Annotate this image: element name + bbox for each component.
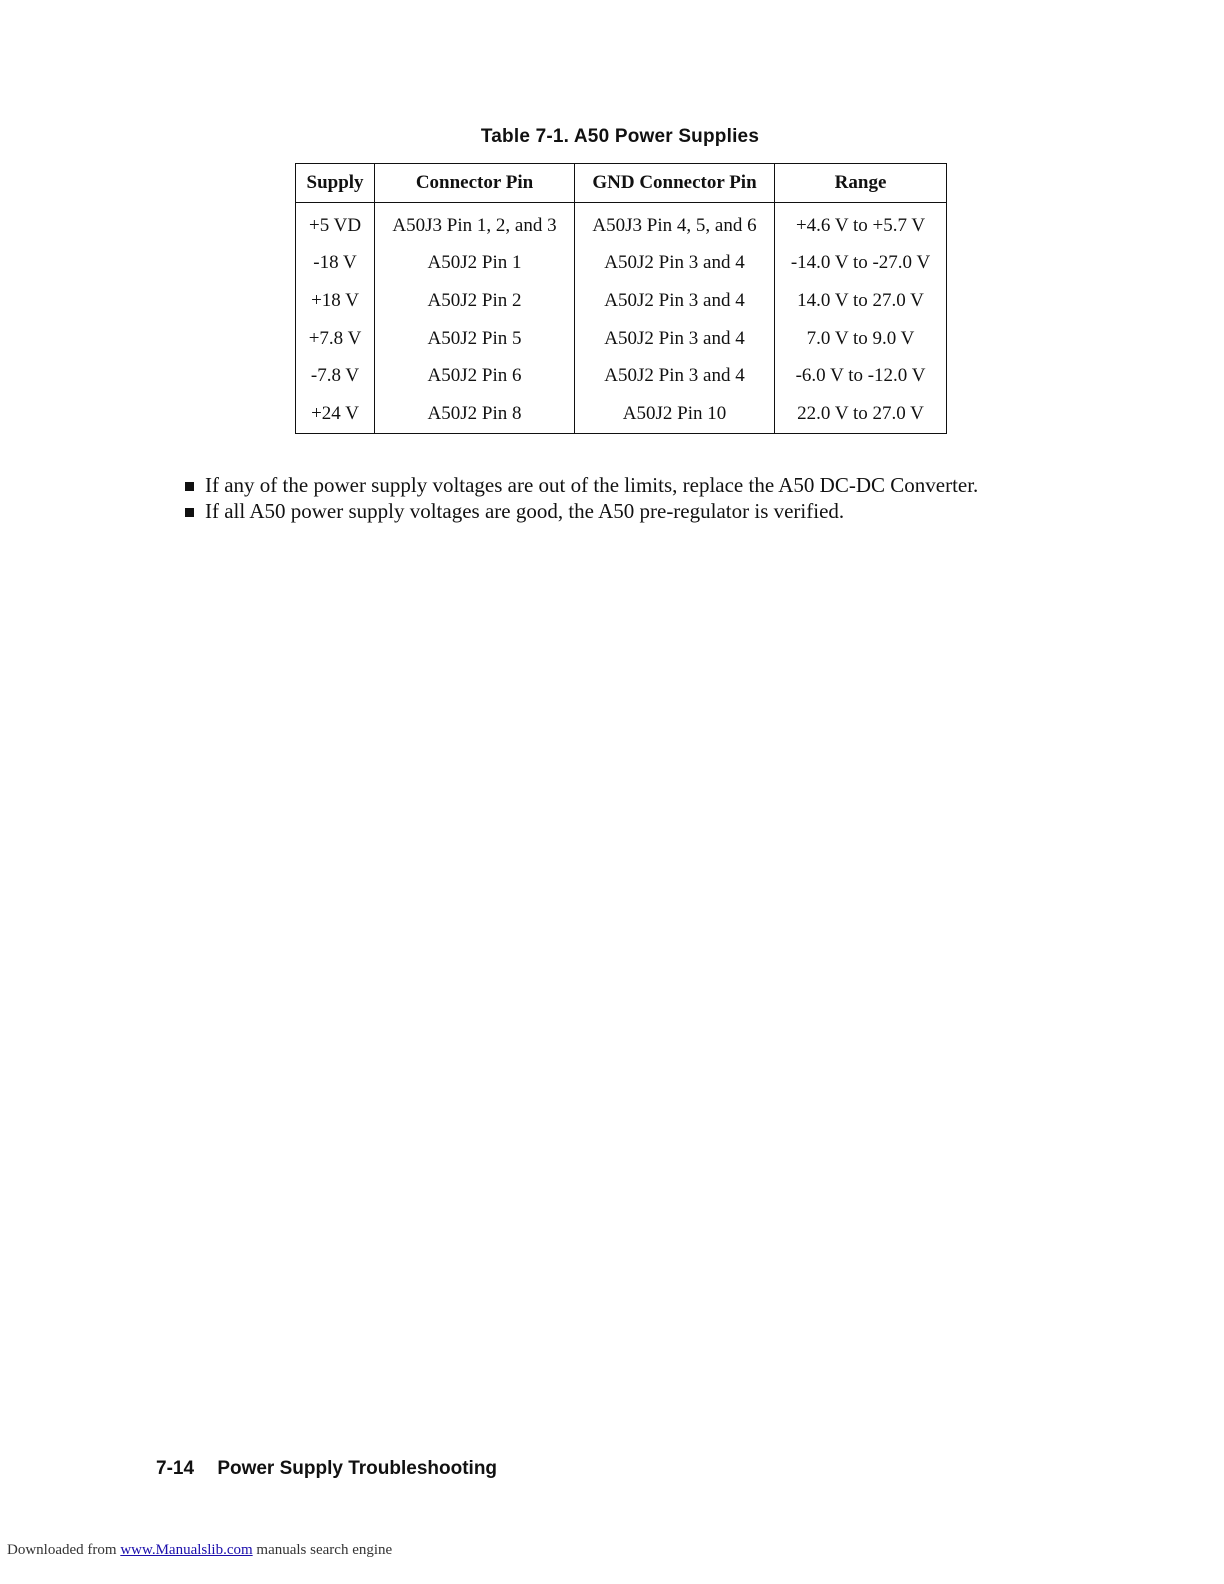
cell-gnd-connector-pin: A50J2 Pin 3 and 4 xyxy=(574,245,774,283)
list-item xyxy=(183,472,983,498)
cell-range: 14.0 V to 27.0 V xyxy=(797,289,924,311)
table-row xyxy=(296,395,947,433)
cell-connector-pin: A50J2 Pin 2 xyxy=(375,282,575,320)
square-bullet-icon xyxy=(185,508,194,517)
section-title: Power Supply Troubleshooting xyxy=(217,1458,498,1479)
cell-gnd-connector-pin: A50J2 Pin 3 and 4 xyxy=(574,357,774,395)
table-row xyxy=(296,282,947,320)
square-bullet-icon xyxy=(185,482,194,491)
cell-connector-pin: A50J2 Pin 8 xyxy=(375,395,575,433)
header-range: Range xyxy=(775,164,947,203)
cell-supply: +24 V xyxy=(296,395,375,433)
bullet-list xyxy=(183,472,983,524)
manualslib-link[interactable]: www.Manualslib.com xyxy=(120,1542,253,1558)
cell-gnd-connector-pin: A50J2 Pin 10 xyxy=(574,395,774,433)
table-row xyxy=(296,320,947,358)
cell-supply: +7.8 V xyxy=(296,320,375,358)
download-notice xyxy=(7,1542,392,1559)
power-supplies-table xyxy=(295,163,947,434)
list-item xyxy=(183,498,983,524)
cell-range: 7.0 V to 9.0 V xyxy=(806,327,915,349)
cell-range: -14.0 V to -27.0 V xyxy=(790,252,931,274)
cell-supply: -7.8 V xyxy=(296,357,375,395)
download-prefix: Downloaded from xyxy=(7,1542,117,1558)
table-row xyxy=(296,245,947,283)
cell-supply: -18 V xyxy=(296,245,375,283)
page-footer xyxy=(156,1458,497,1480)
cell-connector-pin: A50J2 Pin 6 xyxy=(375,357,575,395)
table-title: Table 7-1. A50 Power Supplies xyxy=(480,126,760,147)
bullet-text: If any of the power supply voltages are out of the limits, replace the A50 DC-DC Converter. xyxy=(205,473,979,497)
cell-supply: +18 V xyxy=(296,282,375,320)
cell-gnd-connector-pin: A50J2 Pin 3 and 4 xyxy=(574,282,774,320)
header-connector-pin: Connector Pin xyxy=(375,164,575,203)
table-header-row xyxy=(296,164,947,203)
header-supply: Supply xyxy=(296,164,375,203)
cell-range: 22.0 V to 27.0 V xyxy=(797,402,924,424)
table-row xyxy=(296,203,947,245)
header-gnd-connector-pin: GND Connector Pin xyxy=(574,164,774,203)
cell-connector-pin: A50J2 Pin 1 xyxy=(375,245,575,283)
cell-gnd-connector-pin: A50J2 Pin 3 and 4 xyxy=(574,320,774,358)
bullet-text: If all A50 power supply voltages are good, the A50 pre-regulator is verified. xyxy=(205,499,845,523)
cell-range: +4.6 V to +5.7 V xyxy=(795,214,926,236)
table-row xyxy=(296,357,947,395)
cell-connector-pin: A50J2 Pin 5 xyxy=(375,320,575,358)
cell-gnd-connector-pin: A50J3 Pin 4, 5, and 6 xyxy=(574,203,774,245)
cell-supply: +5 VD xyxy=(296,203,375,245)
download-suffix: manuals search engine xyxy=(256,1542,393,1558)
page-number: 7-14 xyxy=(156,1458,195,1479)
cell-range: -6.0 V to -12.0 V xyxy=(795,365,926,387)
cell-connector-pin: A50J3 Pin 1, 2, and 3 xyxy=(375,203,575,245)
